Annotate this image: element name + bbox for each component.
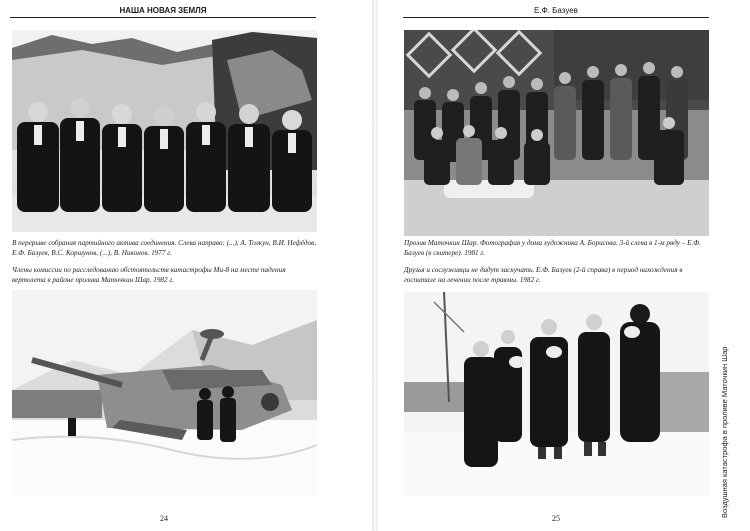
left-page [0, 0, 372, 531]
header-rule-right [403, 17, 709, 18]
photo-officers-group [12, 30, 317, 232]
caption-house-group: Пролив Маточкин Шар. Фотография у дома художника А. Борисова. 3-й слева в 1-м ряду – Е.Ф. Базуев (в свитере). 1981 г. [404, 239, 701, 257]
photo-friends-snow [404, 292, 709, 496]
page-number-right: 25 [552, 514, 560, 523]
photo-helicopter-image [12, 290, 317, 496]
photo-officers-image [12, 30, 317, 232]
page-number-left: 24 [160, 514, 168, 523]
caption-officers: В перерыве собрания партийного актива соединения. Слева направо: (...), А. Толкун, В.И. Нефёдов, Е.Ф. Базуев, В.С. Коршунов, (...), В. Никонов. 1977 г. [12, 239, 317, 257]
right-page [378, 0, 750, 531]
caption-hospital: Друзья и сослуживцы не дадут заскучать. Е.Ф. Базуев (2-й справа) в период нахождения в госпитале на лечении после травмы. 1982 г. [404, 266, 683, 284]
section-side-label: Воздушная катастрофа в проливе Маточкин Шар [720, 346, 729, 518]
running-header-left: НАША НОВАЯ ЗЕМЛЯ [119, 6, 207, 15]
photo-friends-image [404, 292, 709, 496]
photo-house-group [404, 30, 709, 236]
photo-house-image [404, 30, 709, 236]
running-header-right: Е.Ф. Базуев [534, 6, 578, 15]
caption-helicopter: Члены комиссии по расследованию обстоятельств катастрофы Ми-8 на месте падения вертолета в районе пролива Маточкин Шар. 1982 г. [12, 266, 286, 284]
photo-helicopter-crash [12, 290, 317, 496]
header-rule-left [10, 17, 316, 18]
